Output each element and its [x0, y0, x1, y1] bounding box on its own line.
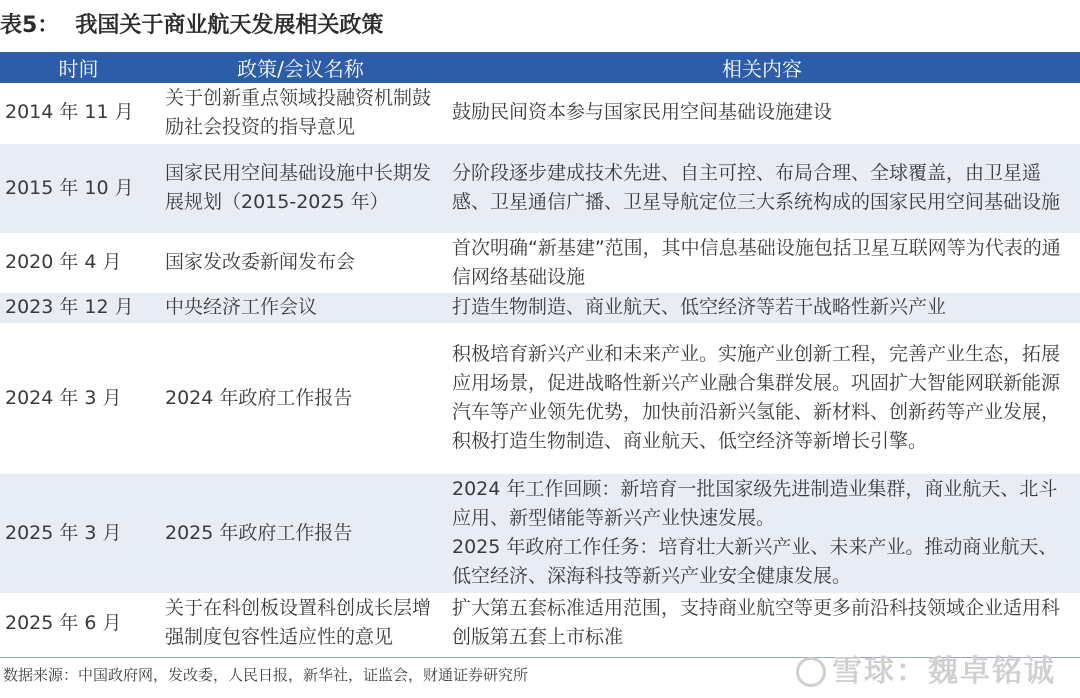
row-time: 2014 年 11 月 — [0, 83, 157, 143]
row-policy-name: 关于在科创板设置科创成长层增强制度包容性适应性的意见 — [157, 593, 444, 653]
row-content-paragraph: 2025 年政府工作任务：培育壮大新兴产业、未来产业。推动商业航天、低空经济、深海科技等新兴产业安全健康发展。 — [452, 536, 1058, 587]
row-content — [444, 233, 1080, 292]
header-policy-name: 政策/会议名称 — [157, 52, 444, 83]
row-policy-name: 中央经济工作会议 — [157, 292, 444, 323]
row-content — [444, 292, 1080, 323]
table-row — [0, 233, 1080, 292]
row-policy-name: 国家民用空间基础设施中长期发展规划（2015-2025 年） — [157, 143, 444, 233]
row-time: 2015 年 10 月 — [0, 143, 157, 233]
row-content — [444, 83, 1080, 143]
table-row — [0, 593, 1080, 653]
row-content-paragraph: 扩大第五套标准适用范围，支持商业航空等更多前沿科技领域企业适用科创版第五套上市标准 — [452, 597, 1061, 648]
row-time: 2025 年 3 月 — [0, 473, 157, 593]
row-content-paragraph: 2024 年工作回顾：新培育一批国家级先进制造业集群，商业航天、北斗应用、新型储能等新兴产业快速发展。 — [452, 478, 1058, 529]
row-content — [444, 593, 1080, 653]
policy-table — [0, 52, 1080, 654]
snowball-logo-icon — [796, 657, 826, 687]
row-policy-name: 关于创新重点领域投融资机制鼓励社会投资的指导意见 — [157, 83, 444, 143]
row-content-paragraph: 打造生物制造、商业航天、低空经济等若干战略性新兴产业 — [452, 296, 947, 318]
table-number: 表5： — [0, 13, 60, 38]
row-time: 2024 年 3 月 — [0, 323, 157, 473]
table-title — [0, 8, 383, 44]
row-content-paragraph: 分阶段逐步建成技术先进、自主可控、布局合理、全球覆盖，由卫星遥感、卫星通信广播、卫星导航定位三大系统构成的国家民用空间基础设施 — [452, 162, 1061, 213]
row-policy-name: 2025 年政府工作报告 — [157, 473, 444, 593]
data-source-note: 数据来源：中国政府网，发改委，人民日报，新华社，证监会，财通证券研究所 — [3, 666, 529, 684]
row-time: 2023 年 12 月 — [0, 292, 157, 323]
header-content: 相关内容 — [444, 52, 1080, 83]
row-policy-name: 2024 年政府工作报告 — [157, 323, 444, 473]
table-row — [0, 473, 1080, 593]
row-time: 2020 年 4 月 — [0, 233, 157, 292]
row-time: 2025 年 6 月 — [0, 593, 157, 653]
row-content — [444, 323, 1080, 473]
table-row — [0, 292, 1080, 323]
table-header-row — [0, 52, 1080, 83]
row-content-paragraph: 首次明确“新基建”范围，其中信息基础设施包括卫星互联网等为代表的通信网络基础设施 — [452, 236, 1061, 288]
header-time: 时间 — [0, 52, 157, 83]
table-row — [0, 83, 1080, 143]
row-content — [444, 473, 1080, 593]
table-row — [0, 323, 1080, 473]
row-content-paragraph: 积极培育新兴产业和未来产业。实施产业创新工程，完善产业生态，拓展应用场景，促进战略性新兴产业融合集群发展。巩固扩大智能网联新能源汽车等产业领先优势，加快前沿新兴氢能、新材料、创新药等产业发展，积极打造生物制造、商业航天、低空经济等新增长引擎。 — [452, 343, 1061, 452]
watermark — [796, 646, 1056, 690]
watermark-text: 雪球：魏卓铭诚 — [832, 654, 1056, 689]
table-row — [0, 143, 1080, 233]
row-policy-name: 国家发改委新闻发布会 — [157, 233, 444, 292]
row-content — [444, 143, 1080, 233]
row-content-paragraph: 鼓励民间资本参与国家民用空间基础设施建设 — [452, 101, 833, 124]
table-title-text: 我国关于商业航天发展相关政策 — [75, 13, 384, 38]
